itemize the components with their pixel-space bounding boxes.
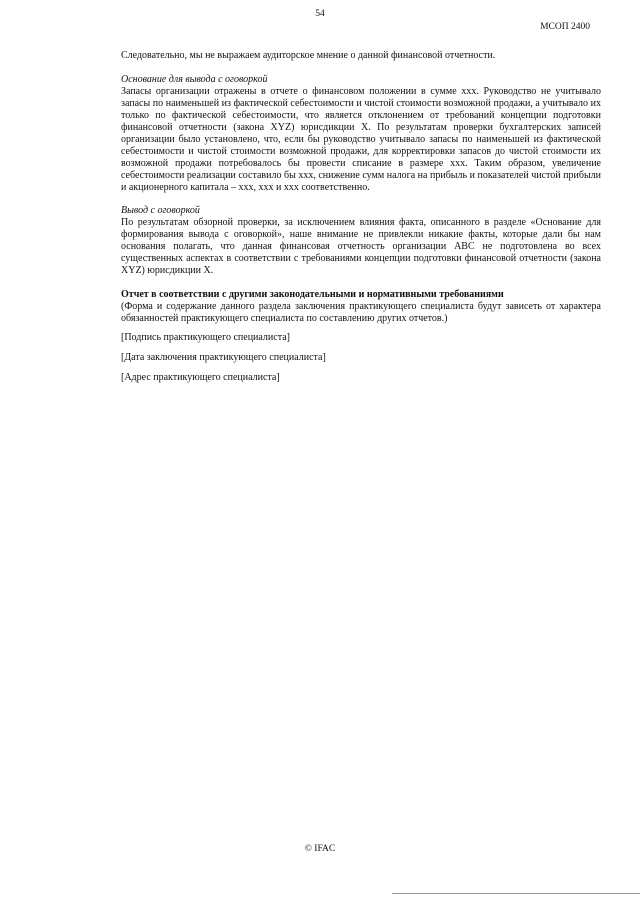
conclusion-heading: Вывод с оговоркой <box>121 205 200 216</box>
document-code: МСОП 2400 <box>540 22 590 32</box>
other-requirements-paragraph: (Форма и содержание данного раздела заключения практикующего специалиста будут зависеть от характера обязанностей практикующего специалиста по составлению других отчетов.) <box>121 301 601 324</box>
intro-paragraph: Следовательно, мы не выражаем аудиторское мнение о данной финансовой отчетности. <box>121 50 496 61</box>
page-number: 54 <box>315 9 325 19</box>
basis-paragraph: Запасы организации отражены в отчете о финансовом положении в сумме xxx. Руководство не учитывало запасы по наименьшей из фактической себестоимости и чистой стоимости возможной продажи, а учитывало их только по фактической себестоимости, что является отклонением от требований концепции подготовки финансовой отчетности (закона XYZ) юрисдикции X. По результатам проверки бухгалтерских записей организации было установлено, что, если бы руководство учитывало запасы по наименьшей из фактической себестоимости и чистой стоимости возможной продажи, для корректировки запасов до чистой стоимости их возможной продажи потребовалось бы провести списание в размере xxx. Таким образом, увеличение себестоимости реализации составило бы xxx, снижение сумм налога на прибыль и показателей чистой прибыли и акционерного капитала – xxx, xxx и xxx соответственно. <box>121 86 601 193</box>
basis-heading: Основание для вывода с оговоркой <box>121 74 268 85</box>
copyright-footer: © IFAC <box>304 844 336 854</box>
scan-edge-line <box>392 893 640 894</box>
address-placeholder: [Адрес практикующего специалиста] <box>121 372 280 383</box>
signature-placeholder: [Подпись практикующего специалиста] <box>121 332 290 343</box>
date-placeholder: [Дата заключения практикующего специалиста] <box>121 352 326 363</box>
conclusion-paragraph: По результатам обзорной проверки, за исключением влияния факта, описанного в разделе «Основание для формирования вывода с оговоркой», наше внимание не привлекли никакие факты, которые дали бы нам основания полагать, что данная финансовая отчетность организации ABC не подготовлена во всех существенных аспектах в соответствии с требованиями концепции подготовки финансовой отчетности (закона XYZ) юрисдикции X. <box>121 217 601 276</box>
other-requirements-heading: Отчет в соответствии с другими законодательными и нормативными требованиями <box>121 289 504 300</box>
document-body <box>121 50 601 392</box>
